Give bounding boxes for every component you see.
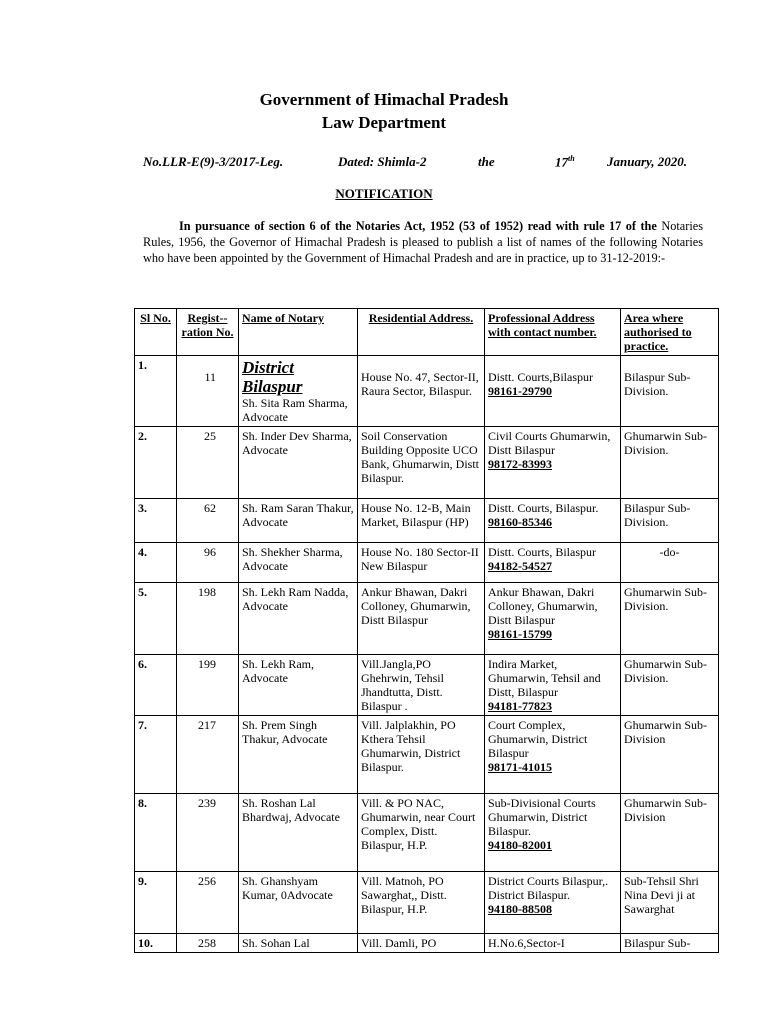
professional-address: Sub-Divisional Courts Ghumarwin, District Bilaspur. [488, 796, 596, 838]
cell-area: Ghumarwin Sub-Division [621, 794, 719, 872]
table-row [135, 427, 719, 499]
cell-area: Bilaspur Sub-Division. [621, 356, 719, 427]
notaries-table [134, 308, 719, 953]
professional-address: Distt. Courts,Bilaspur [488, 370, 594, 384]
cell-sl: 5. [135, 583, 177, 655]
notary-name: Sh. Inder Dev Sharma, Advocate [242, 429, 352, 457]
the-word: the [478, 154, 495, 169]
cell-sl: 1. [135, 356, 177, 427]
cell-professional [485, 655, 621, 716]
header-name: Name of Notary [239, 309, 358, 356]
cell-name [239, 356, 358, 427]
table-row [135, 655, 719, 716]
cell-name [239, 716, 358, 794]
cell-sl: 2. [135, 427, 177, 499]
cell-registration: 199 [177, 655, 239, 716]
notary-name: Sh. Shekher Sharma, Advocate [242, 545, 343, 573]
cell-professional [485, 934, 621, 953]
paragraph-bold-part: In pursuance of section 6 of the Notaries Act, 1952 (53 of 1952) read with rule 17 of the [179, 219, 657, 233]
contact-number: 98161-29790 [488, 384, 552, 398]
cell-sl: 6. [135, 655, 177, 716]
reference-number: No.LLR-E(9)-3/2017-Leg. [143, 154, 284, 169]
cell-registration: 25 [177, 427, 239, 499]
notary-name: Sh. Ghanshyam Kumar, 0Advocate [242, 874, 333, 902]
cell-residential: Vill. Damli, PO [358, 934, 485, 953]
cell-area: Ghumarwin Sub-Division. [621, 655, 719, 716]
contact-number: 98160-85346 [488, 515, 552, 529]
day: 17th [555, 154, 575, 170]
table-row [135, 934, 719, 953]
cell-registration: 217 [177, 716, 239, 794]
cell-residential: Vill.Jangla,PO Ghehrwin, Tehsil Jhandtutta, Distt. Bilaspur . [358, 655, 485, 716]
cell-residential: House No. 180 Sector-II New Bilaspur [358, 543, 485, 583]
header-professional: Professional Address with contact number. [485, 309, 621, 356]
table-row [135, 543, 719, 583]
cell-professional [485, 427, 621, 499]
cell-registration: 96 [177, 543, 239, 583]
department-title: Government of Himachal Pradesh [259, 90, 509, 109]
cell-area: Bilaspur Sub-Division. [621, 499, 719, 543]
professional-address: District Courts Bilaspur,. District Bilaspur. [488, 874, 609, 902]
header-registration: Regist-- ration No. [177, 309, 239, 356]
cell-name [239, 934, 358, 953]
cell-sl: 3. [135, 499, 177, 543]
cell-registration: 258 [177, 934, 239, 953]
cell-sl: 10. [135, 934, 177, 953]
cell-sl: 4. [135, 543, 177, 583]
table-row [135, 499, 719, 543]
cell-residential: House No. 47, Sector-II, Raura Sector, Bilaspur. [358, 356, 485, 427]
notary-name: Sh. Sita Ram Sharma, Advocate [242, 396, 348, 424]
notary-name: Sh. Ram Saran Thakur, Advocate [242, 501, 354, 529]
cell-professional [485, 794, 621, 872]
contact-number: 98161-15799 [488, 627, 552, 641]
notary-name: Sh. Prem Singh Thakur, Advocate [242, 718, 328, 746]
professional-address: H.No.6,Sector-I [488, 936, 565, 950]
table-row [135, 583, 719, 655]
contact-number: 94182-54527 [488, 559, 552, 573]
header-residential: Residential Address. [358, 309, 485, 356]
professional-address: Indira Market, Ghumarwin, Tehsil and Distt, Bilaspur [488, 657, 601, 699]
cell-residential: Vill. Matnoh, PO Sawarghat,, Distt. Bilaspur, H.P. [358, 872, 485, 934]
dated-place: Dated: Shimla-2 [338, 154, 427, 169]
notary-name: Sh. Lekh Ram, Advocate [242, 657, 314, 685]
cell-area: Sub-Tehsil Shri Nina Devi ji at Sawarghat [621, 872, 719, 934]
cell-registration: 239 [177, 794, 239, 872]
cell-name [239, 583, 358, 655]
table-row [135, 716, 719, 794]
notary-name: Sh. Sohan Lal [242, 936, 310, 950]
contact-number: 98171-41015 [488, 760, 552, 774]
cell-area: Bilaspur Sub- [621, 934, 719, 953]
cell-sl: 9. [135, 872, 177, 934]
notary-name: Sh. Lekh Ram Nadda, Advocate [242, 585, 349, 613]
cell-registration: 11 [177, 356, 239, 427]
notary-name: Sh. Roshan Lal Bhardwaj, Advocate [242, 796, 340, 824]
cell-professional [485, 499, 621, 543]
cell-professional [485, 716, 621, 794]
cell-professional [485, 583, 621, 655]
header-sl: Sl No. [135, 309, 177, 356]
professional-address: Civil Courts Ghumarwin, Distt Bilaspur [488, 429, 611, 457]
contact-number: 98172-83993 [488, 457, 552, 471]
cell-name [239, 427, 358, 499]
professional-address: Distt. Courts, Bilaspur [488, 545, 597, 559]
cell-sl: 7. [135, 716, 177, 794]
contact-number: 94180-82001 [488, 838, 552, 852]
cell-name [239, 794, 358, 872]
cell-residential: Ankur Bhawan, Dakri Colloney, Ghumarwin, Distt Bilaspur [358, 583, 485, 655]
cell-registration: 256 [177, 872, 239, 934]
paragraph-rest: Notaries Rules, 1956, the Governor of Himachal Pradesh is pleased to publish a list of names of the following Notaries who have been appointed by the Government of Himachal Pradesh and are in practice, up to 31-12-2019:- [143, 219, 703, 265]
table-row [135, 872, 719, 934]
cell-area: Ghumarwin Sub-Division [621, 716, 719, 794]
contact-number: 94180-88508 [488, 902, 552, 916]
cell-area: Ghumarwin Sub-Division. [621, 427, 719, 499]
notification-heading: NOTIFICATION [335, 186, 433, 201]
professional-address: Distt. Courts, Bilaspur. [488, 501, 599, 515]
professional-address: Court Complex, Ghumarwin, District Bilaspur [488, 718, 588, 760]
cell-registration: 62 [177, 499, 239, 543]
cell-area: Ghumarwin Sub-Division. [621, 583, 719, 655]
professional-address: Ankur Bhawan, Dakri Colloney, Ghumarwin, Distt Bilaspur [488, 585, 598, 627]
header-area: Area where authorised to practice. [621, 309, 719, 356]
cell-residential: House No. 12-B, Main Market, Bilaspur (HP) [358, 499, 485, 543]
cell-name [239, 655, 358, 716]
month-year: January, 2020. [607, 154, 688, 169]
cell-registration: 198 [177, 583, 239, 655]
cell-name [239, 543, 358, 583]
cell-residential: Vill. Jalplakhin, PO Kthera Tehsil Ghumarwin, District Bilaspur. [358, 716, 485, 794]
notification-paragraph [143, 218, 703, 266]
cell-sl: 8. [135, 794, 177, 872]
cell-name [239, 872, 358, 934]
cell-area: -do- [621, 543, 719, 583]
cell-residential: Soil Conservation Building Opposite UCO Bank, Ghumarwin, Distt Bilaspur. [358, 427, 485, 499]
department-subtitle: Law Department [321, 113, 447, 132]
cell-professional [485, 872, 621, 934]
cell-name [239, 499, 358, 543]
table-row [135, 356, 719, 427]
table-header-row [135, 309, 719, 356]
cell-professional [485, 543, 621, 583]
cell-professional [485, 356, 621, 427]
district-heading: District Bilaspur [242, 358, 303, 396]
cell-residential: Vill. & PO NAC, Ghumarwin, near Court Complex, Distt. Bilaspur, H.P. [358, 794, 485, 872]
contact-number: 94181-77823 [488, 699, 552, 713]
table-row [135, 794, 719, 872]
